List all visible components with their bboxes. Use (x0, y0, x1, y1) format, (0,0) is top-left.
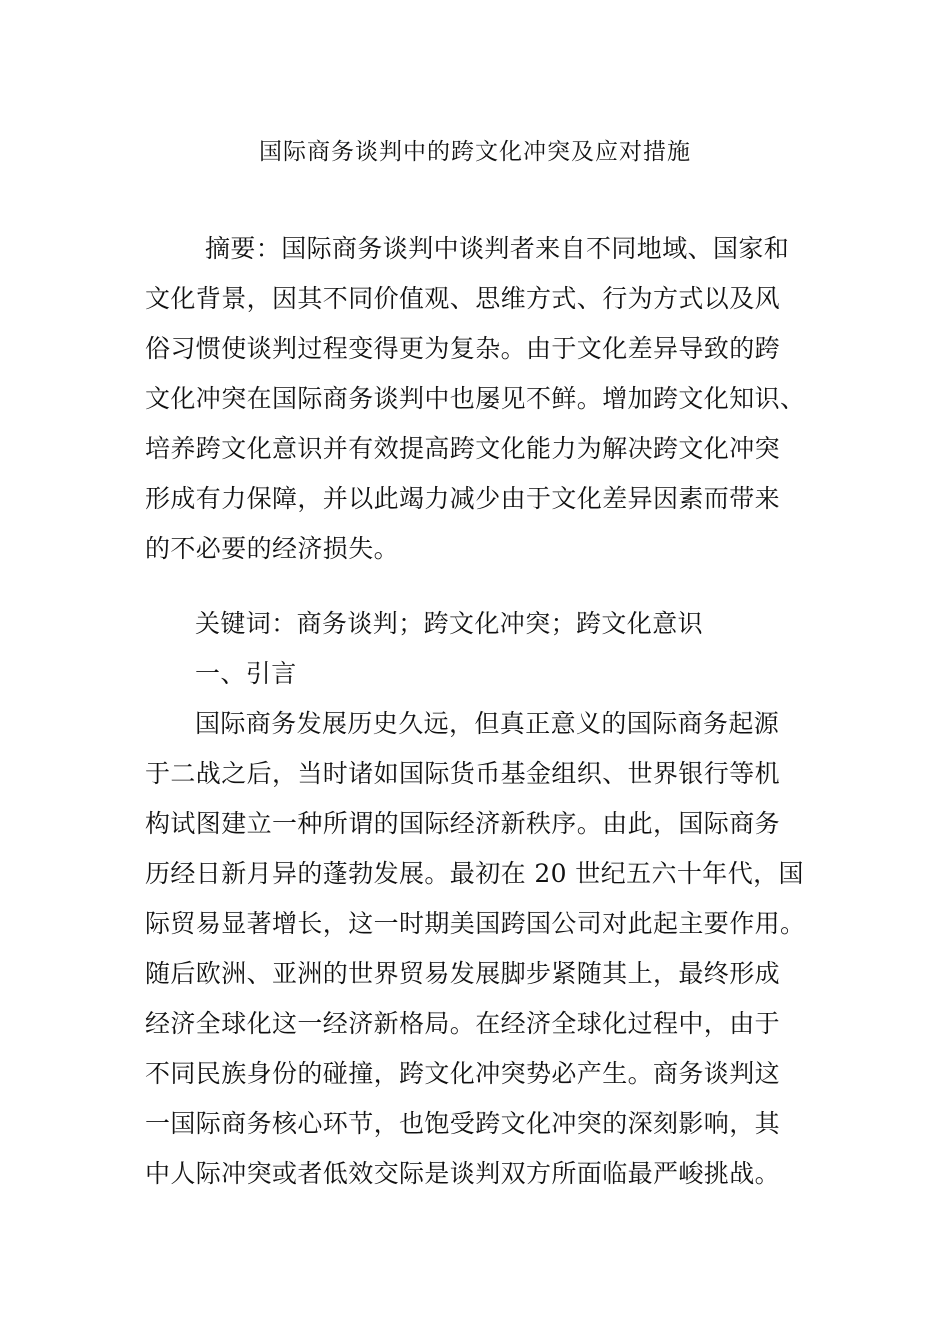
intro-line: 随后欧洲、亚洲的世界贸易发展脚步紧随其上，最终形成 (145, 959, 781, 988)
intro-line: 际贸易显著增长，这一时期美国跨国公司对此起主要作用。 (145, 909, 806, 938)
abstract-line: 培养跨文化意识并有效提高跨文化能力为解决跨文化冲突 (145, 434, 781, 463)
abstract-line: 摘要：国际商务谈判中谈判者来自不同地域、国家和 (205, 234, 790, 263)
intro-line: 经济全球化这一经济新格局。在经济全球化过程中，由于 (145, 1009, 781, 1038)
abstract-line: 的不必要的经济损失。 (145, 534, 400, 563)
document-title: 国际商务谈判中的跨文化冲突及应对措施 (259, 139, 691, 165)
intro-line: 国际商务发展历史久远，但真正意义的国际商务起源 (195, 709, 780, 738)
intro-line: 历经日新月异的蓬勃发展。最初在 20 世纪五六十年代，国 (145, 859, 804, 888)
intro-line: 构试图建立一种所谓的国际经济新秩序。由此，国际商务 (145, 809, 781, 838)
keywords-line: 关键词：商务谈判；跨文化冲突；跨文化意识 (195, 609, 704, 638)
intro-line: 中人际冲突或者低效交际是谈判双方所面临最严峻挑战。 (145, 1159, 781, 1188)
intro-line: 一国际商务核心环节，也饱受跨文化冲突的深刻影响，其 (145, 1109, 781, 1138)
abstract-line: 形成有力保障，并以此竭力减少由于文化差异因素而带来 (145, 484, 781, 513)
abstract-line: 文化背景，因其不同价值观、思维方式、行为方式以及风 (145, 284, 781, 313)
abstract-line: 文化冲突在国际商务谈判中也屡见不鲜。增加跨文化知识、 (145, 384, 806, 413)
section-heading: 一、引言 (195, 659, 297, 688)
abstract-line: 俗习惯使谈判过程变得更为复杂。由于文化差异导致的跨 (145, 334, 781, 363)
intro-line: 于二战之后，当时诸如国际货币基金组织、世界银行等机 (145, 759, 781, 788)
intro-line: 不同民族身份的碰撞，跨文化冲突势必产生。商务谈判这 (145, 1059, 781, 1088)
